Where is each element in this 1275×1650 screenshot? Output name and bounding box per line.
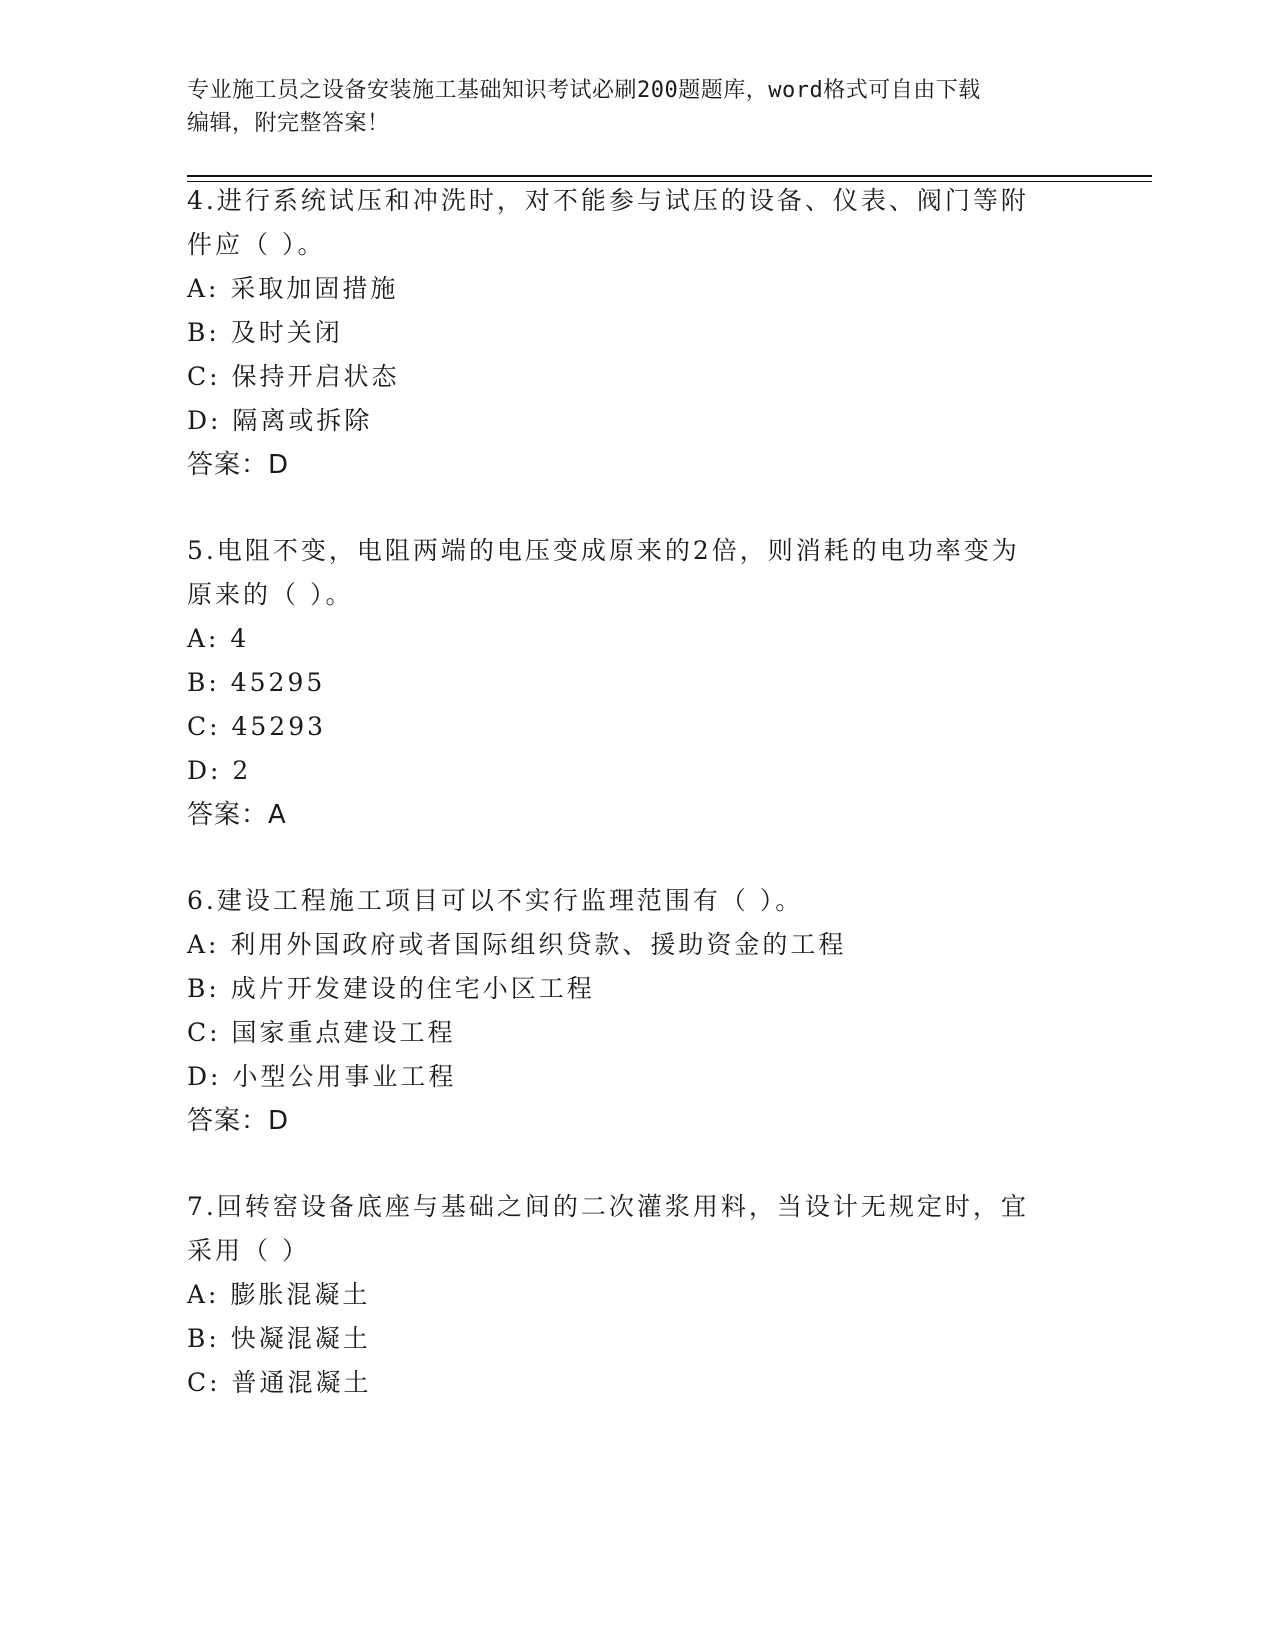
- question-4-option-d: D: 隔离或拆除: [187, 406, 373, 435]
- question-5-option-d: D: 2: [187, 756, 252, 785]
- header-line-2: 编辑，附完整答案！: [187, 111, 390, 136]
- question-4-stem-line-1: 4.进行系统试压和冲洗时，对不能参与试压的设备、仪表、阀门等附: [187, 186, 1029, 215]
- question-7-option-b: B: 快凝混凝土: [187, 1324, 371, 1353]
- header-line-1: 专业施工员之设备安装施工基础知识考试必刷200题题库，word格式可自由下载: [187, 78, 981, 103]
- header-rule-thick: [187, 175, 1152, 177]
- question-5-answer: 答案：A: [187, 800, 287, 830]
- question-5-option-c: C: 45293: [187, 712, 327, 741]
- question-7-stem-line-2: 采用（ ）: [187, 1236, 310, 1265]
- question-7-option-c: C: 普通混凝土: [187, 1368, 372, 1397]
- question-6-stem-line-1: 6.建设工程施工项目可以不实行监理范围有（ ）。: [187, 886, 804, 915]
- question-4-answer: 答案：D: [187, 450, 290, 480]
- question-6-answer: 答案：D: [187, 1106, 290, 1136]
- question-4-option-b: B: 及时关闭: [187, 318, 343, 347]
- question-5-stem-line-2: 原来的（ ）。: [187, 580, 354, 609]
- question-5-option-b: B: 45295: [187, 668, 326, 697]
- header-rule-thin: [187, 181, 1152, 182]
- question-4-option-a: A: 采取加固措施: [187, 274, 399, 303]
- question-6-option-a: A: 利用外国政府或者国际组织贷款、援助资金的工程: [187, 930, 847, 959]
- question-4-stem-line-2: 件应（ ）。: [187, 230, 326, 259]
- question-6-option-b: B: 成片开发建设的住宅小区工程: [187, 974, 595, 1003]
- question-7-stem-line-1: 7.回转窑设备底座与基础之间的二次灌浆用料，当设计无规定时，宜: [187, 1192, 1029, 1221]
- question-4-option-c: C: 保持开启状态: [187, 362, 400, 391]
- document-header: [187, 74, 1087, 140]
- question-6-option-d: D: 小型公用事业工程: [187, 1062, 457, 1091]
- question-5-option-a: A: 4: [187, 624, 250, 653]
- question-6-option-c: C: 国家重点建设工程: [187, 1018, 456, 1047]
- question-5-stem-line-1: 5.电阻不变，电阻两端的电压变成原来的2倍，则消耗的电功率变为: [187, 536, 1020, 565]
- question-7-option-a: A: 膨胀混凝土: [187, 1280, 371, 1309]
